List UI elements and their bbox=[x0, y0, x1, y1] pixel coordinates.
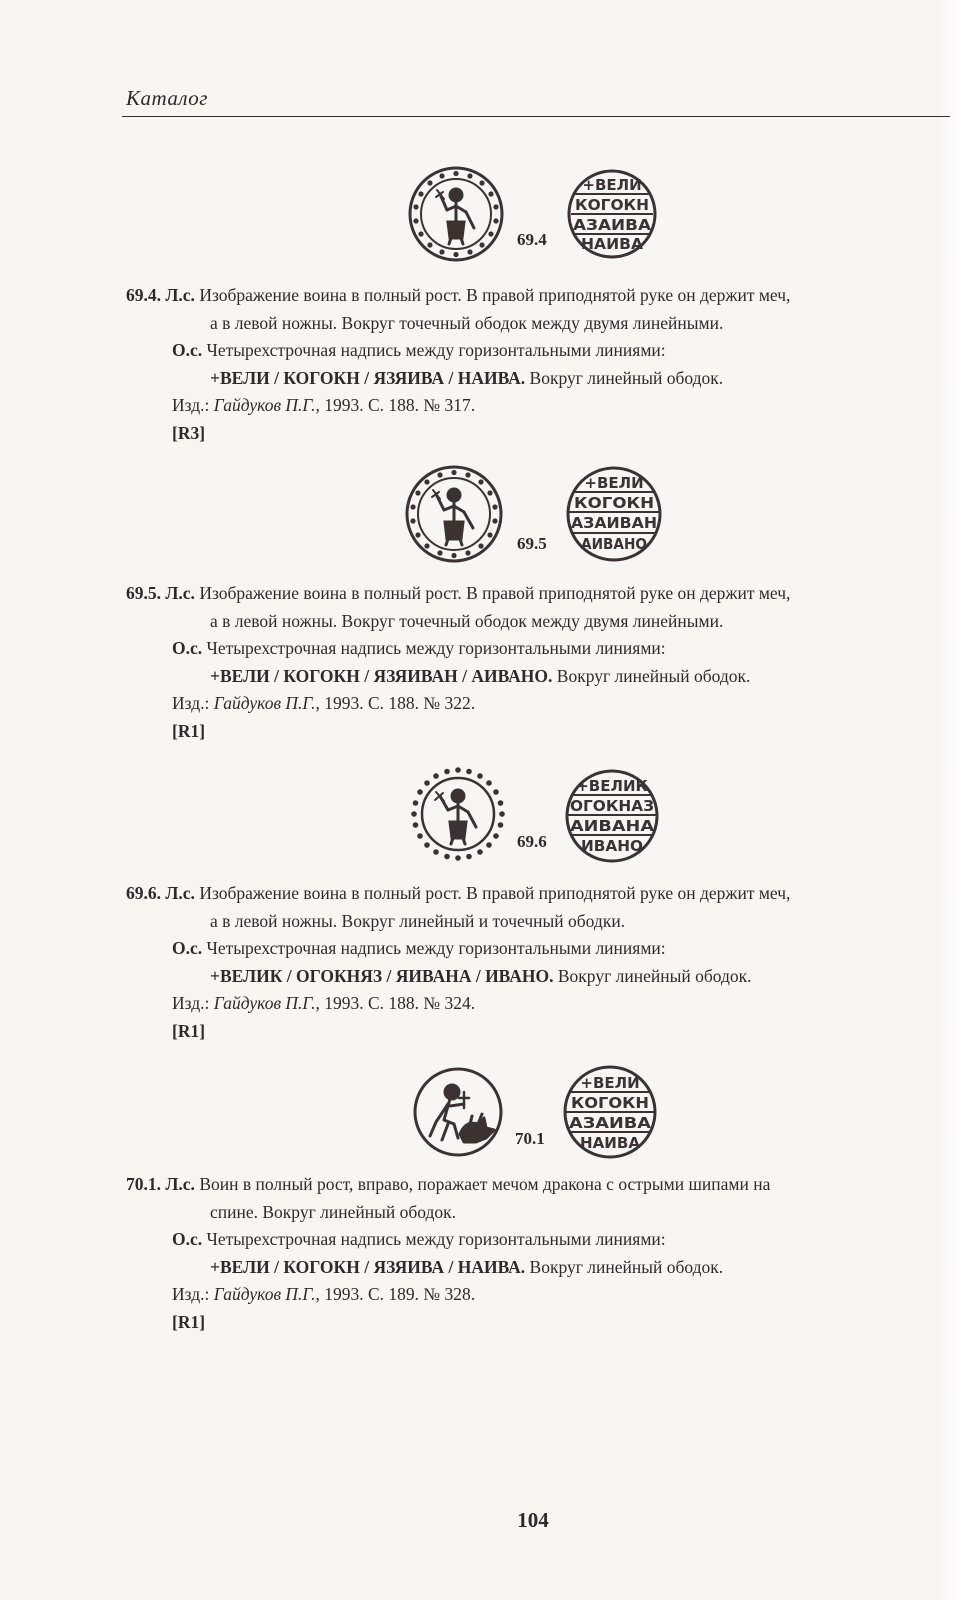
coin-obverse bbox=[410, 168, 502, 260]
obverse-prefix: Л.с. bbox=[165, 883, 195, 903]
coin-figure-69-6 bbox=[380, 762, 680, 872]
reverse-description: Четырехстрочная надпись между горизонтальными линиями: bbox=[206, 638, 666, 658]
reverse-description: Четырехстрочная надпись между горизонтальными линиями: bbox=[206, 340, 666, 360]
coin-figure-69-4 bbox=[380, 162, 680, 272]
publication-prefix: Изд.: bbox=[172, 1284, 210, 1304]
reverse-prefix: О.с. bbox=[172, 1229, 203, 1249]
coin-reverse bbox=[568, 468, 660, 560]
publication-ref: , 1993. С. 189. № 328. bbox=[315, 1284, 476, 1304]
publication-author: Гайдуков П.Г. bbox=[213, 1284, 316, 1304]
reverse-prefix: О.с. bbox=[172, 938, 203, 958]
figure-label: 70.1 bbox=[515, 1129, 545, 1148]
coin-inscription-line: АИВАНА bbox=[570, 817, 655, 835]
entry-number: 70.1 bbox=[126, 1174, 157, 1194]
coin-inscription-line: +ВЕЛИ bbox=[584, 474, 644, 492]
figure-label: 69.6 bbox=[517, 832, 547, 851]
coin-inscription-line: +ВЕЛИ bbox=[582, 176, 642, 194]
entry-number: 69.4 bbox=[126, 285, 157, 305]
coin-inscription-line: АЗАИВА bbox=[573, 216, 652, 234]
coin-figure-70-1 bbox=[380, 1060, 680, 1170]
reverse-description: Четырехстрочная надпись между горизонтальными линиями: bbox=[206, 938, 666, 958]
coin-drawing bbox=[380, 162, 680, 272]
catalog-entry-69-6: 69.6. Л.с. Изображение воина в полный рост. В правой приподнятой руке он держит меч, а в левой ножны. Вокруг линейный и точечный ободки. О.с. Четырехстрочная надпись между горизонтальными линиями: +ВЕЛИК / ОГОКНЯЗ / ЯИВАНА / ИВАНО. Вокруг линейный ободок. Изд.: Гайдуков П.Г., 1993. С. 188. № 324. [R1] bbox=[126, 880, 926, 1045]
publication-author: Гайдуков П.Г. bbox=[213, 993, 316, 1013]
coin-inscription-line: АИВАНО bbox=[581, 535, 647, 553]
inscription-tail: Вокруг линейный ободок. bbox=[529, 367, 724, 388]
inscription-tail: Вокруг линейный ободок. bbox=[529, 1256, 724, 1277]
obverse-description: Изображение воина в полный рост. В правой приподнятой руке он держит меч, bbox=[199, 285, 791, 305]
obverse-description-cont: спине. Вокруг линейный ободок. bbox=[210, 1201, 457, 1222]
rarity-badge: [R1] bbox=[172, 1311, 206, 1332]
reverse-prefix: О.с. bbox=[172, 340, 203, 360]
inscription-tail: Вокруг линейный ободок. bbox=[557, 965, 752, 986]
obverse-description: Изображение воина в полный рост. В правой приподнятой руке он держит меч, bbox=[199, 583, 791, 603]
obverse-description-cont: а в левой ножны. Вокруг линейный и точечный ободки. bbox=[210, 910, 626, 931]
obverse-description-cont: а в левой ножны. Вокруг точечный ободок между двумя линейными. bbox=[210, 312, 724, 333]
coin-drawing bbox=[380, 1060, 680, 1170]
coin-inscription-line: АЗАИВА bbox=[569, 1114, 652, 1132]
publication-ref: , 1993. С. 188. № 324. bbox=[315, 993, 476, 1013]
catalog-entry-69-4: 69.4. Л.с. Изображение воина в полный рост. В правой приподнятой руке он держит меч, а в левой ножны. Вокруг точечный ободок между двумя линейными. О.с. Четырехстрочная надпись между горизонтальными линиями: +ВЕЛИ / КОГОКН / ЯЗЯИВА / НАИВА. Вокруг линейный ободок. Изд.: Гайдуков П.Г., 1993. С. 188. № 317. [R3] bbox=[126, 282, 926, 447]
inscription-text: +ВЕЛИ / КОГОКН / ЯЗЯИВА / НАИВА. bbox=[210, 367, 526, 388]
entry-number: 69.5 bbox=[126, 583, 157, 603]
coin-inscription-line: НАИВА bbox=[581, 235, 644, 253]
coin-inscription-line: КОГОКН bbox=[575, 196, 649, 214]
page-number: 104 bbox=[517, 1508, 549, 1532]
figure-label: 69.5 bbox=[517, 534, 547, 553]
publication-prefix: Изд.: bbox=[172, 993, 210, 1013]
catalog-entry-70-1: 70.1. Л.с. Воин в полный рост, вправо, поражает мечом дракона с острыми шипами на спине. Вокруг линейный ободок. О.с. Четырехстрочная надпись между горизонтальными линиями: +ВЕЛИ / КОГОКН / ЯЗЯИВА / НАИВА. Вокруг линейный ободок. Изд.: Гайдуков П.Г., 1993. С. 189. № 328. [R1] bbox=[126, 1171, 926, 1336]
coin-inscription-line: КОГОКН bbox=[571, 1094, 649, 1112]
publication-prefix: Изд.: bbox=[172, 395, 210, 415]
coin-inscription-line: ИВАНО bbox=[581, 837, 643, 855]
coin-reverse bbox=[569, 171, 655, 257]
coin-inscription-line: АЗАИВАН bbox=[571, 514, 657, 532]
publication-author: Гайдуков П.Г. bbox=[213, 395, 316, 415]
coin-reverse bbox=[567, 771, 657, 861]
rarity-badge: [R3] bbox=[172, 422, 206, 443]
obverse-prefix: Л.с. bbox=[165, 285, 195, 305]
coin-figure-69-5 bbox=[380, 460, 680, 570]
coin-inscription-line: КОГОКН bbox=[574, 494, 654, 512]
page-edge-shadow bbox=[937, 0, 977, 1600]
coin-inscription-line: +ВЕЛИК bbox=[576, 777, 648, 795]
reverse-description: Четырехстрочная надпись между горизонтальными линиями: bbox=[206, 1229, 666, 1249]
obverse-description: Воин в полный рост, вправо, поражает мечом дракона с острыми шипами на bbox=[199, 1174, 771, 1194]
coin-inscription-line: +ВЕЛИ bbox=[580, 1074, 640, 1092]
coin-inscription-line: НАИВА bbox=[580, 1134, 641, 1152]
publication-author: Гайдуков П.Г. bbox=[213, 693, 316, 713]
inscription-text: +ВЕЛИК / ОГОКНЯЗ / ЯИВАНА / ИВАНО. bbox=[210, 965, 554, 986]
inscription-tail: Вокруг линейный ободок. bbox=[556, 665, 751, 686]
coin-obverse bbox=[415, 1069, 501, 1155]
obverse-description: Изображение воина в полный рост. В правой приподнятой руке он держит меч, bbox=[199, 883, 791, 903]
coin-drawing bbox=[380, 762, 680, 872]
coin-obverse bbox=[411, 767, 505, 861]
coin-reverse bbox=[565, 1067, 655, 1157]
catalog-entry-69-5: 69.5. Л.с. Изображение воина в полный рост. В правой приподнятой руке он держит меч, а в левой ножны. Вокруг точечный ободок между двумя линейными. О.с. Четырехстрочная надпись между горизонтальными линиями: +ВЕЛИ / КОГОКН / ЯЗЯИВАН / АИВАНО. Вокруг линейный ободок. Изд.: Гайдуков П.Г., 1993. С. 188. № 322. [R1] bbox=[126, 580, 926, 745]
coin-inscription-line: ОГОКНАЗ bbox=[570, 797, 654, 815]
inscription-text: +ВЕЛИ / КОГОКН / ЯЗЯИВА / НАИВА. bbox=[210, 1256, 526, 1277]
publication-prefix: Изд.: bbox=[172, 693, 210, 713]
rarity-badge: [R1] bbox=[172, 720, 206, 741]
entry-number: 69.6 bbox=[126, 883, 157, 903]
reverse-prefix: О.с. bbox=[172, 638, 203, 658]
obverse-prefix: Л.с. bbox=[165, 1174, 195, 1194]
header-rule bbox=[122, 116, 950, 117]
running-title: Каталог bbox=[126, 86, 208, 110]
obverse-prefix: Л.с. bbox=[165, 583, 195, 603]
inscription-text: +ВЕЛИ / КОГОКН / ЯЗЯИВАН / АИВАНО. bbox=[210, 665, 553, 686]
publication-ref: , 1993. С. 188. № 322. bbox=[315, 693, 476, 713]
figure-label: 69.4 bbox=[517, 230, 547, 249]
publication-ref: , 1993. С. 188. № 317. bbox=[315, 395, 476, 415]
coin-obverse bbox=[407, 467, 501, 561]
rarity-badge: [R1] bbox=[172, 1020, 206, 1041]
obverse-description-cont: а в левой ножны. Вокруг точечный ободок между двумя линейными. bbox=[210, 610, 724, 631]
